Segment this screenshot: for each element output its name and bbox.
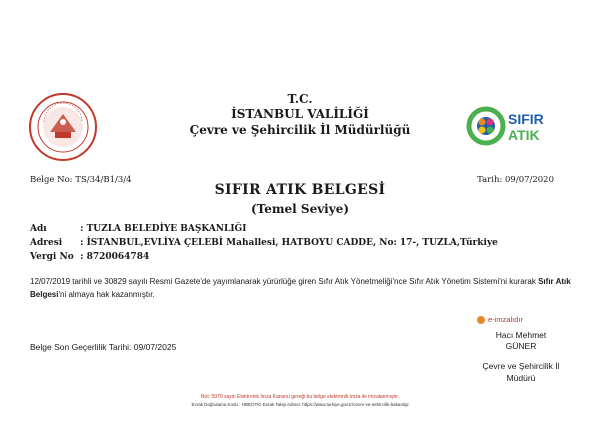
certificate-body bbox=[30, 275, 575, 301]
authority-tc: T.C. bbox=[287, 92, 313, 106]
signer-role-line1: Çevre ve Şehircilik İl bbox=[482, 361, 560, 371]
body-text-part2: 'ni almaya hak kazanmıştır. bbox=[58, 290, 155, 299]
svg-text:SIFIR: SIFIR bbox=[508, 111, 544, 127]
body-text-part1: 12/07/2019 tarihli ve 30829 sayılı Resmi Gazete'de yayımlanarak yürürlüğe giren Sıfır Atık Yönetmeliği'nce Sıfır Atık Yönetim Sistemi'ni kurarak bbox=[30, 277, 539, 286]
field-name-value: : TUZLA BELEDİYE BAŞKANLIĞI bbox=[80, 224, 247, 234]
body-text-bold: Sıfır Atık Belgesi bbox=[30, 277, 571, 299]
e-signature-icon bbox=[477, 316, 485, 324]
e-signature-badge bbox=[477, 315, 523, 324]
e-signature-label: e-imzalıdır bbox=[488, 315, 524, 324]
field-name-label: Adı bbox=[30, 224, 47, 234]
svg-text:ATIK: ATIK bbox=[508, 127, 540, 143]
certificate-title: SIFIR ATIK BELGESİ bbox=[214, 182, 386, 198]
authority-directorate: Çevre ve Şehircilik İl Müdürlüğü bbox=[189, 123, 411, 137]
field-address-label: Adresi bbox=[30, 238, 63, 248]
signer-name-last: GÜNER bbox=[505, 341, 537, 351]
footer-legal-note: Not: 5070 sayılı Elektronik İmza Kanunu gereği bu belge elektronik imza ile imzalanmıştır. bbox=[200, 394, 400, 400]
field-tax-no-value: : 8720064784 bbox=[80, 252, 150, 262]
authority-governorship: İSTANBUL VALİLİĞİ bbox=[231, 107, 369, 121]
signer-role-line2: Müdürü bbox=[506, 373, 536, 383]
field-tax-no bbox=[30, 252, 149, 262]
footer-verification: Evrak Doğrulama Kodu : HBEOTKI Evrak Takip Adresi: https://www.turkiye.gov.tr/cevre-ve-sehircilik-bakanligi bbox=[191, 402, 409, 407]
field-address bbox=[30, 238, 498, 248]
validity-date: Belge Son Geçerlilik Tarihi: 09/07/2025 bbox=[30, 342, 177, 352]
field-tax-no-label: Vergi No bbox=[30, 252, 74, 262]
certificate-level: (Temel Seviye) bbox=[250, 202, 350, 216]
document-number: Belge No: TS/34/B1/3/4 bbox=[30, 175, 132, 185]
field-address-value: : İSTANBUL,EVLİYA ÇELEBİ Mahallesi, HATBOYU CADDE, No: 17-, TUZLA,Türkiye bbox=[80, 238, 498, 248]
field-name bbox=[30, 224, 246, 234]
signer-name-first: Hacı Mehmet bbox=[495, 330, 547, 340]
document-date: Tarih: 09/07/2020 bbox=[477, 175, 554, 185]
